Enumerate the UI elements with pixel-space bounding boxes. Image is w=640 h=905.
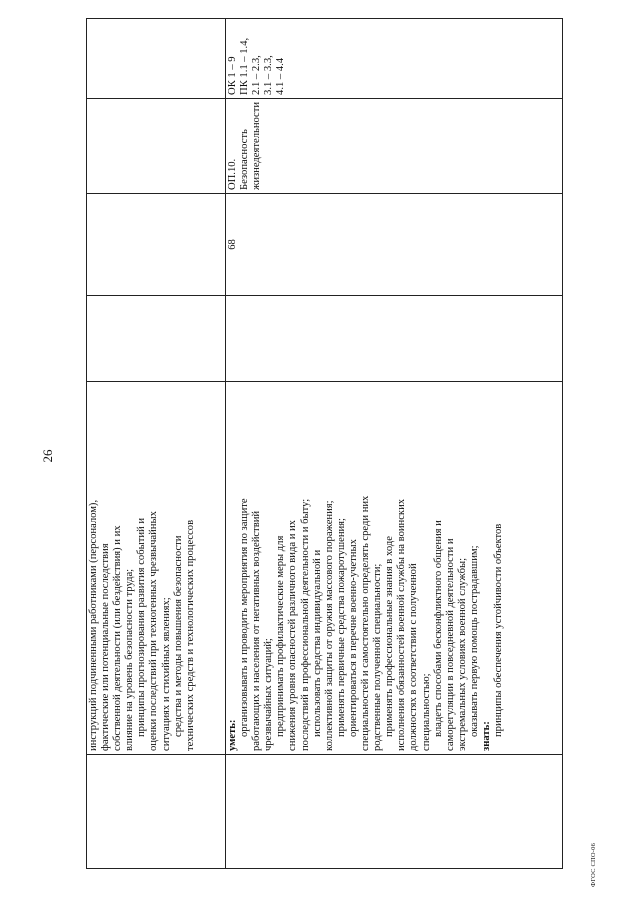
requirements-text [227,385,505,751]
competency-code: ОК 1 – 9 [227,56,238,95]
hours-cell [226,194,563,296]
competency-codes [227,22,287,95]
text-line: экстремальных условиях военной службы; [456,557,468,751]
requirements-cell [87,382,226,755]
text-line: должностях в соответствии с полученной [408,563,420,751]
text-line: собственной деятельности (или бездействия) и их [112,525,124,751]
text-line: принципы обеспечения устойчивости объектов [493,523,505,737]
text-line: ситуациях и стихийных явлениях; [160,597,172,751]
hours-value: 68 [227,239,238,250]
text-line: последствий в профессиональной деятельности и быту; [299,498,311,751]
text-line: родственные полученной специальности; [372,563,384,751]
text-line: применять профессиональные знания в ходе [384,536,396,737]
max-load-cell [87,296,226,382]
competencies-cell [226,18,563,98]
table-row [226,18,563,868]
discipline-cell [226,98,563,193]
text-line: оказывать первую помощь пострадавшим; [468,545,480,737]
text-line: специальностью; [420,673,432,751]
text-line: влияние на уровень безопасности труда; [124,568,136,751]
curriculum-table [86,18,563,869]
discipline-cell [87,98,226,193]
competency-code: ПК 1.1 – 1.4, [239,37,251,95]
text-line: снижения уровня опасностей различного вида и их [287,520,299,751]
max-load-cell [226,296,563,382]
text-line: саморегуляции в повседневной деятельности и [444,538,456,751]
index-cell [226,755,563,869]
text-line: исполнения обязанностей военной службы на воинских [396,498,408,751]
text-line: чрезвычайных ситуаций; [263,638,275,751]
text-line: коллективной защиты от оружия массового поражения; [323,500,335,751]
requirements-cell [226,382,563,755]
footer-label: ФГОС СПО-06 [590,842,597,887]
text-line: принципы прогнозирования развития событий и [136,518,148,737]
discipline-name: ОП.10. Безопасность жизнедеятельности [227,101,263,190]
text-line: инструкций подчиненными работниками (персоналом), [88,499,99,751]
text-line: уметь: [227,719,238,751]
competency-code: 2.1 – 2.3, [251,55,263,95]
competency-code: 3.1 – 3.3, [263,55,275,95]
text-line: ориентироваться в перечне военно-учетных [347,539,359,737]
text-line: специальностей и самостоятельно определять среди них [360,495,372,751]
page-number: 26 [40,449,55,463]
text-line: работающих и населения от негативных воздействий [251,510,263,751]
hours-cell [87,194,226,296]
requirements-text [88,385,197,751]
text-line: использовать средства индивидуальной и [311,549,323,737]
text-line: оценки последствий при техногенных чрезвычайных [148,511,160,751]
text-line: организовывать и проводить мероприятия по защите [239,498,251,737]
competencies-cell [87,18,226,98]
text-line: владеть способами бесконфликтного общения и [432,520,444,737]
text-line: средства и методы повышения безопасности [172,535,184,737]
text-line: технических средств и технологических процессов [184,519,196,751]
competency-code: 4.1 – 4.4 [275,57,287,95]
text-line: фактические или потенциальные последствия [100,543,112,751]
table-row [87,18,226,868]
index-cell [87,755,226,869]
text-line: предпринимать профилактические меры для [275,535,287,737]
text-line: знать: [480,721,492,751]
text-line: применять первичные средства пожаротушения; [335,518,347,737]
